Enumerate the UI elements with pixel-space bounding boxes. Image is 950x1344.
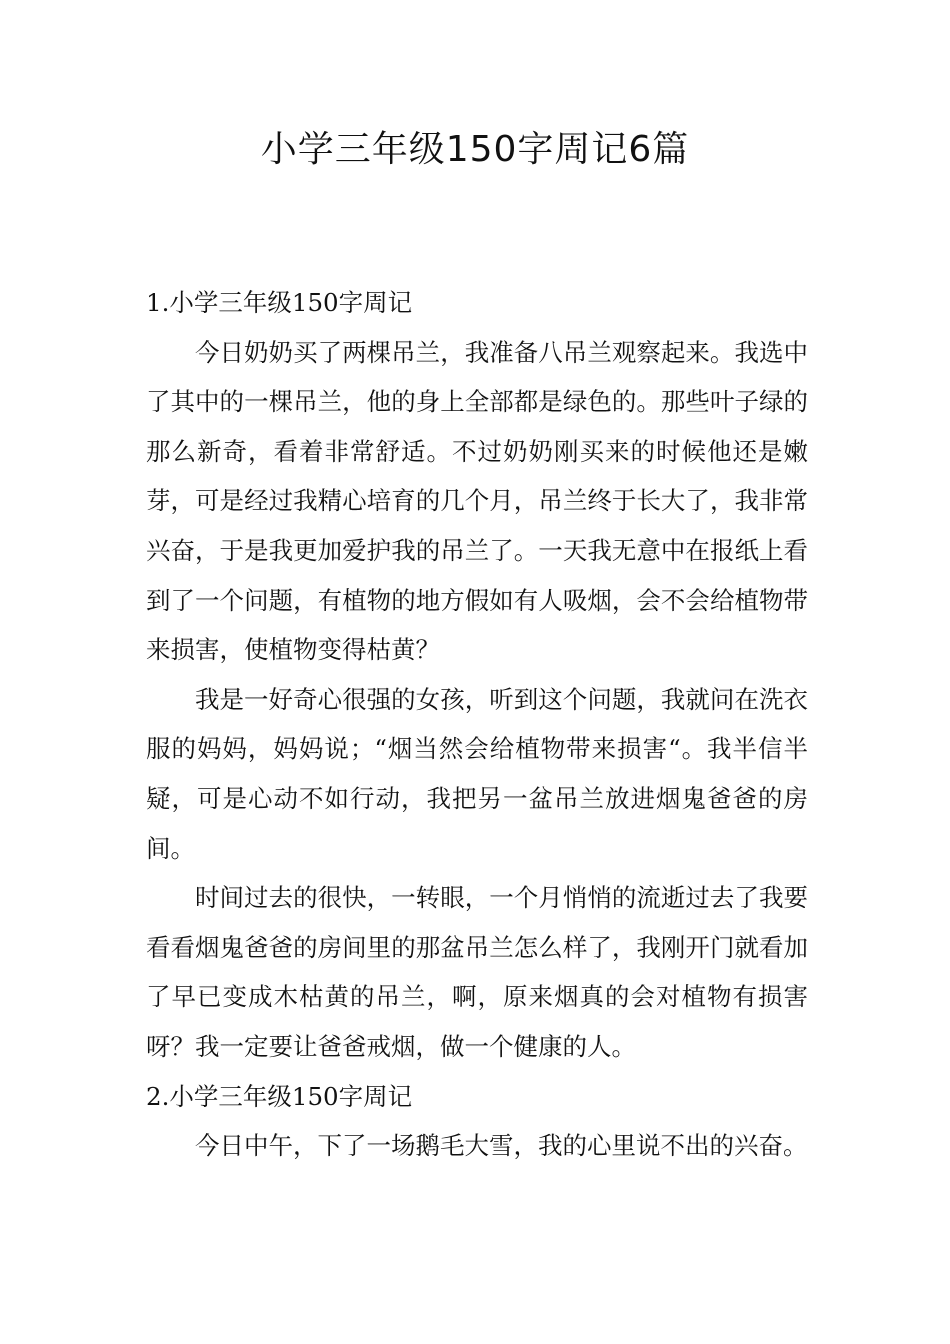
section-2 [146,1072,808,1171]
paragraph: 我是一好奇心很强的女孩，听到这个问题，我就问在洗衣服的妈妈，妈妈说；“烟当然会给植物带来损害“。我半信半疑，可是心动不如行动，我把另一盆吊兰放进烟鬼爸爸的房间。 [146,684,808,863]
paragraph: 时间过去的很快，一转眼，一个月悄悄的流逝过去了我要看看烟鬼爸爸的房间里的那盆吊兰怎么样了，我刚开门就看加了早已变成木枯黄的吊兰，啊，原来烟真的会对植物有损害呀？我一定要让爸爸戒烟，做一个健康的人。 [146,883,808,1061]
paragraph: 今日中午，下了一场鹅毛大雪，我的心里说不出的兴奋。 [195,1131,808,1161]
document-body [146,278,808,1171]
paragraph: 今日奶奶买了两棵吊兰，我准备八吊兰观察起来。我选中了其中的一棵吊兰，他的身上全部都是绿色的。那些叶子绿的那么新奇，看着非常舒适。不过奶奶刚买来的时候他还是嫩芽，可是经过我精心培育的几个月，吊兰终于长大了，我非常兴奋，于是我更加爱护我的吊兰了。一天我无意中在报纸上看到了一个问题，有植物的地方假如有人吸烟，会不会给植物带来损害，使植物变得枯黄？ [146,337,808,665]
section-heading: 1.小学三年级150字周记 [146,288,413,317]
section-heading: 2.小学三年级150字周记 [146,1081,413,1111]
document-title: 小学三年级150字周记6篇 [260,129,690,170]
section-1 [146,278,808,1072]
